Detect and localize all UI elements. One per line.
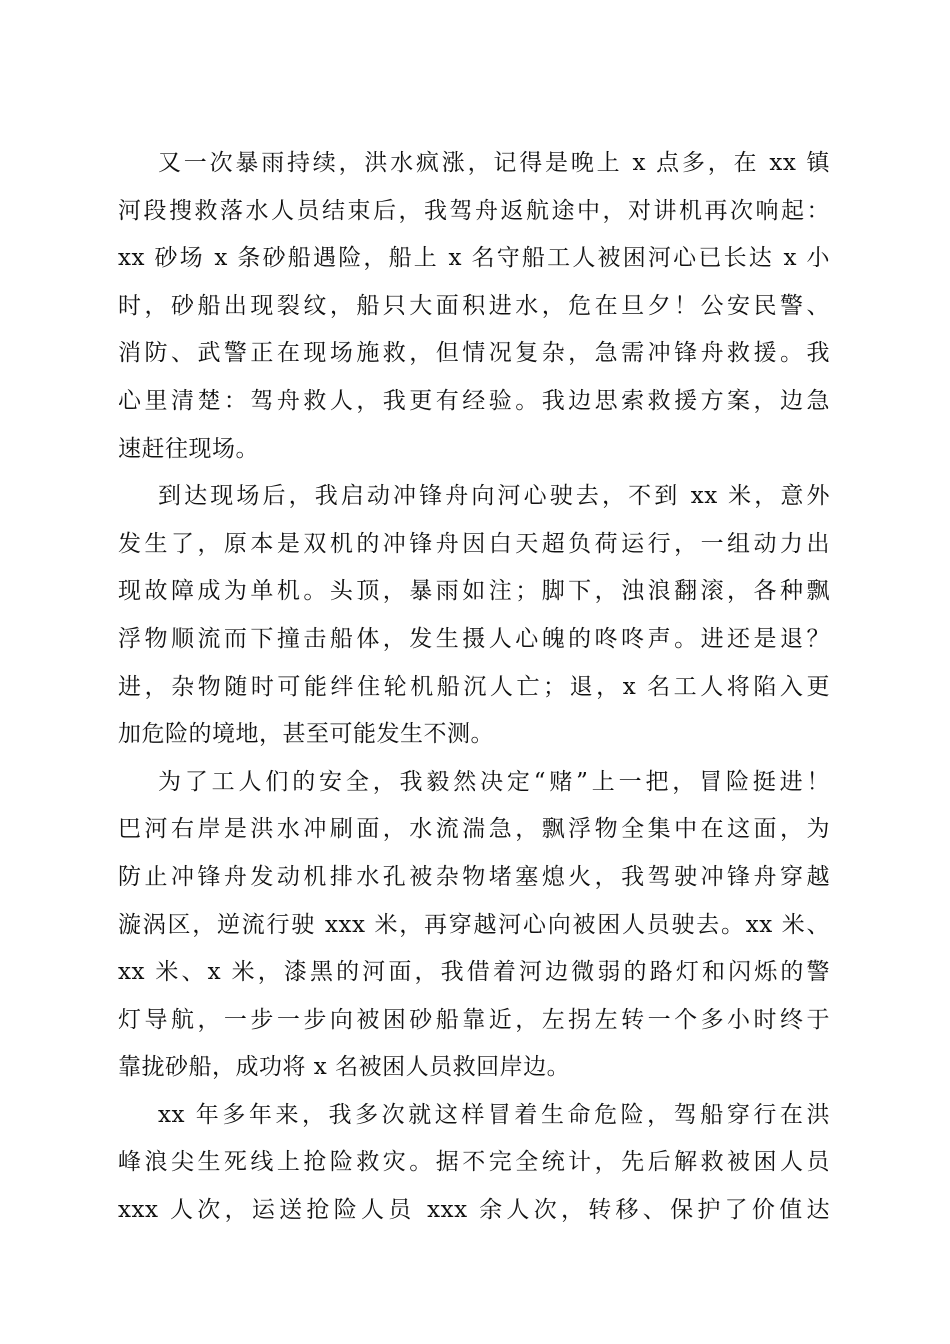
paragraph-1-line-1: 又一次暴雨持续，洪水疯涨，记得是晚上 x 点多，在 xx 镇: [158, 150, 830, 176]
paragraph-1-line-2: 河段搜救落水人员结束后，我驾舟返航途中，对讲机再次响起：: [118, 197, 830, 224]
paragraph-1-line-3: xx 砂场 x 条砂船遇险，船上 x 名守船工人被困河心已长达 x 小: [118, 245, 830, 272]
paragraph-1-line-7: 速赶往现场。: [118, 435, 259, 462]
paragraph-2-line-1: 到达现场后，我启动冲锋舟向河心驶去，不到 xx 米，意外: [158, 483, 830, 510]
paragraph-1-line-5: 消防、武警正在现场施救，但情况复杂，急需冲锋舟救援。我: [118, 340, 830, 367]
paragraph-3-line-3: 防止冲锋舟发动机排水孔被杂物堵塞熄火，我驾驶冲锋舟穿越: [118, 863, 830, 890]
paragraph-3-line-2: 巴河右岸是洪水冲刷面，水流湍急，飘浮物全集中在这面，为: [118, 816, 830, 843]
paragraph-3-line-4: 漩涡区，逆流行驶 xxx 米，再穿越河心向被困人员驶去。xx 米、: [118, 911, 830, 938]
paragraph-3-line-7: 靠拢砂船，成功将 x 名被困人员救回岸边。: [118, 1054, 571, 1081]
paragraph-1-line-6: 心里清楚：驾舟救人，我更有经验。我边思索救援方案，边急: [118, 387, 830, 414]
paragraph-2-line-3: 现故障成为单机。头顶，暴雨如注；脚下，浊浪翻滚，各种飘: [118, 578, 830, 605]
paragraph-3-line-5: xx 米、x 米，漆黑的河面，我借着河边微弱的路灯和闪烁的警: [118, 959, 830, 986]
paragraph-2-line-4: 浮物顺流而下撞击船体，发生摄人心魄的咚咚声。进还是退？: [118, 625, 830, 652]
article-body: [118, 140, 830, 1235]
paragraph-2-line-2: 发生了，原本是双机的冲锋舟因白天超负荷运行，一组动力出: [118, 530, 830, 557]
paragraph-2-line-5: 进，杂物随时可能绊住轮机船沉人亡；退，x 名工人将陷入更: [118, 673, 830, 700]
paragraph-4-line-2: 峰浪尖生死线上抢险救灾。据不完全统计，先后解救被困人员: [118, 1149, 830, 1176]
paragraph-4-line-1: xx 年多年来，我多次就这样冒着生命危险，驾船穿行在洪: [158, 1101, 830, 1128]
paragraph-3-line-1: 为了工人们的安全，我毅然决定“赌”上一把，冒险挺进！: [158, 768, 830, 795]
paragraph-3-line-6: 灯导航，一步一步向被困砂船靠近，左拐左转一个多小时终于: [118, 1006, 830, 1033]
paragraph-1-line-4: 时，砂船出现裂纹，船只大面积进水，危在旦夕！公安民警、: [118, 292, 830, 319]
paragraph-4-line-3: xxx 人次，运送抢险人员 xxx 余人次，转移、保护了价值达: [118, 1197, 830, 1224]
paragraph-2-line-6: 加危险的境地，甚至可能发生不测。: [118, 721, 494, 748]
